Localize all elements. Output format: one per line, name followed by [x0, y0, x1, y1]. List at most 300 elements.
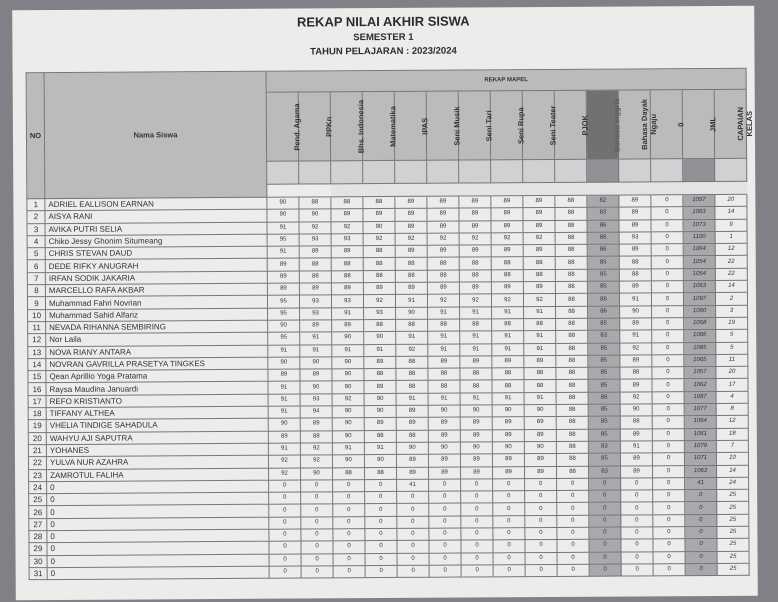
- score-cell: 0: [429, 479, 461, 491]
- score-cell: 88: [428, 319, 460, 331]
- score-cell: 89: [620, 318, 652, 330]
- score-cell: 85: [588, 404, 620, 416]
- score-cell: 12: [716, 416, 748, 428]
- student-name: 0: [47, 529, 269, 543]
- score-cell: 91: [332, 344, 364, 356]
- score-cell: 89: [620, 453, 652, 465]
- score-cell: 89: [395, 209, 427, 221]
- student-name: YOHANES: [46, 443, 268, 457]
- score-cell: 0: [269, 529, 301, 541]
- score-cell: 0: [269, 504, 301, 516]
- score-cell: 88: [364, 319, 396, 331]
- score-cell: 88: [524, 318, 556, 330]
- score-cell: 91: [268, 406, 300, 418]
- score-cell: 88: [395, 270, 427, 282]
- score-cell: 88: [492, 380, 524, 392]
- score-cell: 83: [588, 466, 620, 478]
- score-cell: 0: [301, 553, 333, 565]
- score-cell: 0: [301, 492, 333, 504]
- score-cell: 89: [619, 207, 651, 219]
- score-cell: 89: [459, 208, 491, 220]
- row-number: 15: [28, 371, 46, 383]
- score-cell: 90: [332, 369, 364, 381]
- subject-header: [298, 92, 334, 161]
- gap-cell: [651, 182, 683, 195]
- row-number: 30: [29, 555, 47, 567]
- score-cell: 17: [716, 379, 748, 391]
- score-cell: 89: [491, 208, 523, 220]
- score-cell: 93: [299, 234, 331, 246]
- score-cell: 92: [268, 455, 300, 467]
- score-cell: 0: [653, 551, 685, 563]
- score-cell: 0: [301, 529, 333, 541]
- subject-header-label: Seni Tari: [484, 109, 494, 141]
- score-cell: 1061: [684, 428, 716, 440]
- score-cell: 5: [716, 330, 748, 342]
- score-cell: 89: [460, 356, 492, 368]
- gap-cell: [555, 182, 587, 195]
- score-cell: 92: [269, 468, 301, 480]
- score-cell: 0: [651, 219, 683, 231]
- score-cell: 95: [267, 295, 299, 307]
- score-cell: 89: [396, 454, 428, 466]
- score-cell: 0: [301, 566, 333, 578]
- score-cell: 92: [459, 233, 491, 245]
- score-cell: 88: [460, 319, 492, 331]
- score-cell: 88: [555, 220, 587, 232]
- student-name: Muhammad Fahri Novrian: [45, 296, 267, 310]
- score-cell: 0: [589, 502, 621, 514]
- score-cell: 88: [555, 281, 587, 293]
- score-cell: 88: [555, 294, 587, 306]
- blank-cell: [427, 160, 459, 183]
- score-cell: 0: [557, 540, 589, 552]
- score-cell: 1063: [683, 281, 715, 293]
- score-cell: 91: [395, 295, 427, 307]
- grades-table: [26, 68, 754, 581]
- score-cell: 89: [364, 356, 396, 368]
- row-number: 20: [28, 432, 46, 444]
- gap-cell: [715, 181, 747, 194]
- score-cell: 90: [364, 405, 396, 417]
- score-cell: 0: [651, 207, 683, 219]
- score-cell: 88: [524, 368, 556, 380]
- score-cell: 91: [620, 330, 652, 342]
- score-cell: 0: [301, 504, 333, 516]
- score-cell: 5: [716, 342, 748, 354]
- score-cell: 0: [269, 480, 301, 492]
- subject-header: [522, 90, 558, 159]
- score-cell: 0: [653, 502, 685, 514]
- row-number: 5: [27, 248, 45, 260]
- subject-header-label: Seni Rupa: [516, 106, 526, 144]
- subject-header: [394, 91, 430, 160]
- score-cell: 0: [589, 564, 621, 576]
- score-cell: 25: [717, 551, 749, 563]
- score-cell: 90: [460, 405, 492, 417]
- score-cell: 88: [556, 367, 588, 379]
- score-cell: 88: [556, 429, 588, 441]
- score-cell: 90: [332, 381, 364, 393]
- student-name: DEDE RIFKY ANUGRAH: [45, 259, 267, 273]
- score-cell: 0: [652, 416, 684, 428]
- score-cell: 91: [268, 443, 300, 455]
- score-cell: 0: [652, 465, 684, 477]
- gap-cell: [395, 183, 427, 196]
- score-cell: 88: [363, 258, 395, 270]
- score-cell: 90: [332, 332, 364, 344]
- subject-header-label: Pend. Agama: [292, 102, 302, 151]
- student-name: 0: [47, 492, 269, 506]
- score-cell: 89: [331, 246, 363, 258]
- score-cell: 1100: [683, 231, 715, 243]
- row-number: 22: [28, 457, 46, 469]
- student-name: 0: [47, 542, 269, 556]
- score-cell: 91: [332, 307, 364, 319]
- score-cell: 93: [364, 307, 396, 319]
- student-name: 0: [47, 517, 269, 531]
- score-cell: 90: [268, 357, 300, 369]
- score-cell: 0: [653, 478, 685, 490]
- score-cell: 91: [268, 394, 300, 406]
- score-cell: 9: [715, 219, 747, 231]
- score-cell: 90: [460, 442, 492, 454]
- score-cell: 91: [524, 392, 556, 404]
- blank-cell: [267, 161, 299, 184]
- score-cell: 0: [525, 527, 557, 539]
- score-cell: 88: [428, 380, 460, 392]
- score-cell: 89: [459, 196, 491, 208]
- score-cell: 89: [491, 245, 523, 257]
- subject-header: [458, 91, 494, 160]
- score-cell: 92: [300, 443, 332, 455]
- score-cell: 0: [429, 491, 461, 503]
- score-cell: 88: [556, 453, 588, 465]
- score-cell: 88: [363, 270, 395, 282]
- score-cell: 91: [268, 381, 300, 393]
- score-cell: 88: [331, 258, 363, 270]
- score-cell: 88: [523, 257, 555, 269]
- score-cell: 0: [557, 552, 589, 564]
- score-cell: 41: [397, 479, 429, 491]
- score-cell: 89: [300, 320, 332, 332]
- score-cell: 89: [364, 418, 396, 430]
- score-cell: 0: [589, 515, 621, 527]
- score-cell: 22: [715, 268, 747, 280]
- score-cell: 0: [621, 564, 653, 576]
- score-cell: 89: [427, 196, 459, 208]
- score-cell: 0: [493, 552, 525, 564]
- score-cell: 91: [492, 331, 524, 343]
- score-cell: 85: [588, 453, 620, 465]
- score-cell: 88: [460, 368, 492, 380]
- student-name: ADRIEL EALLISON EARNAN: [45, 197, 267, 211]
- score-cell: 0: [621, 478, 653, 490]
- score-cell: 91: [396, 393, 428, 405]
- score-cell: 0: [557, 490, 589, 502]
- score-cell: 14: [715, 280, 747, 292]
- student-name: VHELIA TINDIGE SAHADULA: [46, 419, 268, 433]
- score-cell: 90: [524, 405, 556, 417]
- score-cell: 92: [299, 221, 331, 233]
- blank-cell: [555, 159, 587, 182]
- score-cell: 11: [716, 354, 748, 366]
- score-cell: 1057: [683, 194, 715, 206]
- score-cell: 92: [491, 233, 523, 245]
- score-cell: 0: [652, 330, 684, 342]
- score-cell: 89: [332, 320, 364, 332]
- subject-header: [618, 90, 658, 159]
- score-cell: 0: [525, 552, 557, 564]
- score-cell: 0: [301, 480, 333, 492]
- score-cell: 1065: [684, 354, 716, 366]
- score-cell: 0: [651, 293, 683, 305]
- score-cell: 89: [331, 283, 363, 295]
- score-cell: 0: [652, 342, 684, 354]
- score-cell: 25: [717, 563, 749, 575]
- score-cell: 0: [493, 515, 525, 527]
- score-cell: 0: [525, 515, 557, 527]
- score-cell: 24: [717, 477, 749, 489]
- score-cell: 0: [685, 526, 717, 538]
- score-cell: 90: [396, 442, 428, 454]
- score-cell: 0: [461, 516, 493, 528]
- score-cell: 25: [717, 539, 749, 551]
- score-cell: 92: [523, 232, 555, 244]
- score-cell: 89: [524, 454, 556, 466]
- blank-cell: [299, 161, 331, 184]
- score-cell: 90: [492, 405, 524, 417]
- score-cell: 89: [395, 282, 427, 294]
- score-cell: 88: [555, 195, 587, 207]
- score-cell: 22: [715, 256, 747, 268]
- score-cell: 0: [493, 565, 525, 577]
- score-cell: 19: [716, 317, 748, 329]
- score-cell: 0: [653, 514, 685, 526]
- score-cell: 0: [557, 478, 589, 490]
- score-cell: 89: [427, 208, 459, 220]
- student-name: WAHYU AJI SAPUTRA: [46, 431, 268, 445]
- score-cell: 91: [364, 442, 396, 454]
- score-cell: 0: [525, 564, 557, 576]
- score-cell: 85: [588, 429, 620, 441]
- score-cell: 0: [652, 379, 684, 391]
- score-cell: 0: [429, 528, 461, 540]
- score-cell: 89: [492, 417, 524, 429]
- subject-header-label: Bahasa Dayak Ngaju: [639, 98, 658, 150]
- student-name: Nor Laila: [46, 332, 268, 346]
- score-cell: 91: [267, 222, 299, 234]
- subject-header: [362, 91, 398, 160]
- score-cell: 20: [715, 194, 747, 206]
- score-cell: 89: [619, 195, 651, 207]
- student-name: NOVA RIANY ANTARA: [46, 345, 268, 359]
- score-cell: 89: [619, 244, 651, 256]
- score-cell: 89: [619, 219, 651, 231]
- score-cell: 89: [493, 466, 525, 478]
- score-cell: 92: [363, 233, 395, 245]
- score-cell: 82: [587, 195, 619, 207]
- score-cell: 0: [651, 195, 683, 207]
- academic-year-label: TAHUN PELAJARAN : 2023/2024: [310, 45, 457, 58]
- score-cell: 90: [620, 404, 652, 416]
- score-cell: 89: [523, 220, 555, 232]
- student-name: REFO KRISTIANTO: [46, 394, 268, 408]
- score-cell: 0: [557, 564, 589, 576]
- score-cell: 0: [525, 478, 557, 490]
- score-cell: 91: [620, 441, 652, 453]
- score-cell: 1058: [684, 317, 716, 329]
- score-cell: 89: [428, 430, 460, 442]
- score-cell: 88: [396, 368, 428, 380]
- row-number: 1: [27, 199, 45, 211]
- blank-cell: [715, 158, 747, 181]
- score-cell: 1064: [684, 416, 716, 428]
- score-cell: 1054: [683, 256, 715, 268]
- score-cell: 88: [556, 355, 588, 367]
- score-cell: 0: [365, 516, 397, 528]
- score-cell: 88: [620, 416, 652, 428]
- score-cell: 0: [493, 503, 525, 515]
- score-cell: 0: [365, 553, 397, 565]
- score-cell: 90: [299, 209, 331, 221]
- score-cell: 1054: [683, 268, 715, 280]
- score-cell: 88: [556, 331, 588, 343]
- score-cell: 88: [300, 430, 332, 442]
- score-cell: 1073: [683, 219, 715, 231]
- student-name: IRFAN SODIK JAKARIA: [45, 271, 267, 285]
- student-name: NOVRAN GAVRILLA PRASETYA TINGKES: [46, 357, 268, 371]
- score-cell: 90: [332, 418, 364, 430]
- score-cell: 83: [588, 330, 620, 342]
- score-cell: 0: [621, 527, 653, 539]
- score-cell: 91: [460, 331, 492, 343]
- score-cell: 0: [651, 232, 683, 244]
- subject-header-label: IPAS: [420, 117, 430, 135]
- score-cell: 0: [493, 528, 525, 540]
- row-number: 25: [29, 494, 47, 506]
- score-cell: 90: [300, 381, 332, 393]
- score-cell: 0: [652, 367, 684, 379]
- score-cell: 12: [715, 243, 747, 255]
- score-cell: 0: [461, 503, 493, 515]
- score-cell: 88: [555, 257, 587, 269]
- score-cell: 89: [428, 417, 460, 429]
- score-cell: 88: [364, 430, 396, 442]
- score-cell: 0: [269, 566, 301, 578]
- row-number: 17: [28, 395, 46, 407]
- score-cell: 7: [716, 440, 748, 452]
- score-cell: 88: [396, 381, 428, 393]
- row-number: 31: [29, 567, 47, 579]
- score-cell: 89: [491, 196, 523, 208]
- score-cell: 85: [588, 380, 620, 392]
- score-cell: 88: [395, 258, 427, 270]
- score-cell: 1077: [684, 404, 716, 416]
- score-cell: 92: [523, 294, 555, 306]
- score-cell: 0: [269, 541, 301, 553]
- row-number: 24: [29, 481, 47, 493]
- score-cell: 89: [299, 246, 331, 258]
- score-cell: 89: [460, 454, 492, 466]
- score-cell: 89: [523, 282, 555, 294]
- score-cell: 1090: [684, 305, 716, 317]
- score-cell: 89: [397, 467, 429, 479]
- score-cell: 88: [428, 368, 460, 380]
- score-cell: 89: [620, 465, 652, 477]
- gap-cell: [363, 183, 395, 196]
- score-cell: 89: [524, 466, 556, 478]
- score-cell: 0: [651, 256, 683, 268]
- score-cell: 89: [492, 429, 524, 441]
- score-cell: 91: [268, 345, 300, 357]
- blank-cell: [363, 160, 395, 183]
- score-cell: 0: [461, 479, 493, 491]
- student-name: Muhammad Sahid Alfariz: [46, 308, 268, 322]
- row-number: 19: [28, 420, 46, 432]
- score-cell: 89: [364, 381, 396, 393]
- score-cell: 90: [364, 332, 396, 344]
- score-cell: 85: [588, 318, 620, 330]
- table-header: [26, 68, 754, 198]
- row-number: 7: [27, 272, 45, 284]
- student-name: ZAMROTUL FALIHA: [47, 468, 269, 482]
- score-cell: 85: [587, 257, 619, 269]
- score-cell: 0: [493, 478, 525, 490]
- score-cell: 0: [589, 490, 621, 502]
- score-cell: 88: [556, 404, 588, 416]
- score-cell: 88: [299, 258, 331, 270]
- score-cell: 0: [333, 516, 365, 528]
- score-cell: 0: [621, 551, 653, 563]
- blank-cell: [331, 161, 363, 184]
- score-cell: 90: [620, 306, 652, 318]
- score-cell: 0: [557, 515, 589, 527]
- score-cell: 0: [461, 528, 493, 540]
- blank-cell: [619, 159, 651, 182]
- score-cell: 0: [621, 490, 653, 502]
- score-cell: 92: [491, 294, 523, 306]
- score-cell: 90: [428, 442, 460, 454]
- score-cell: 14: [716, 465, 748, 477]
- score-cell: 89: [268, 431, 300, 443]
- gap-cell: [459, 183, 491, 196]
- score-cell: 88: [556, 343, 588, 355]
- score-cell: 89: [523, 195, 555, 207]
- score-cell: 90: [332, 430, 364, 442]
- subject-header: [586, 90, 622, 159]
- student-name: AVIKA PUTRI SELIA: [45, 222, 267, 236]
- score-cell: 25: [717, 502, 749, 514]
- row-number: 11: [28, 322, 46, 334]
- gap-cell: [427, 183, 459, 196]
- score-cell: 88: [427, 270, 459, 282]
- score-cell: 0: [589, 552, 621, 564]
- score-cell: 10: [716, 453, 748, 465]
- score-cell: 89: [491, 282, 523, 294]
- score-cell: 88: [459, 270, 491, 282]
- row-number: 12: [28, 334, 46, 346]
- row-number: 28: [29, 531, 47, 543]
- score-cell: 89: [524, 429, 556, 441]
- score-cell: 91: [619, 293, 651, 305]
- score-cell: 90: [396, 307, 428, 319]
- score-cell: 0: [557, 527, 589, 539]
- row-number: 3: [27, 223, 45, 235]
- score-cell: 92: [332, 393, 364, 405]
- score-cell: 92: [300, 455, 332, 467]
- score-cell: 88: [491, 269, 523, 281]
